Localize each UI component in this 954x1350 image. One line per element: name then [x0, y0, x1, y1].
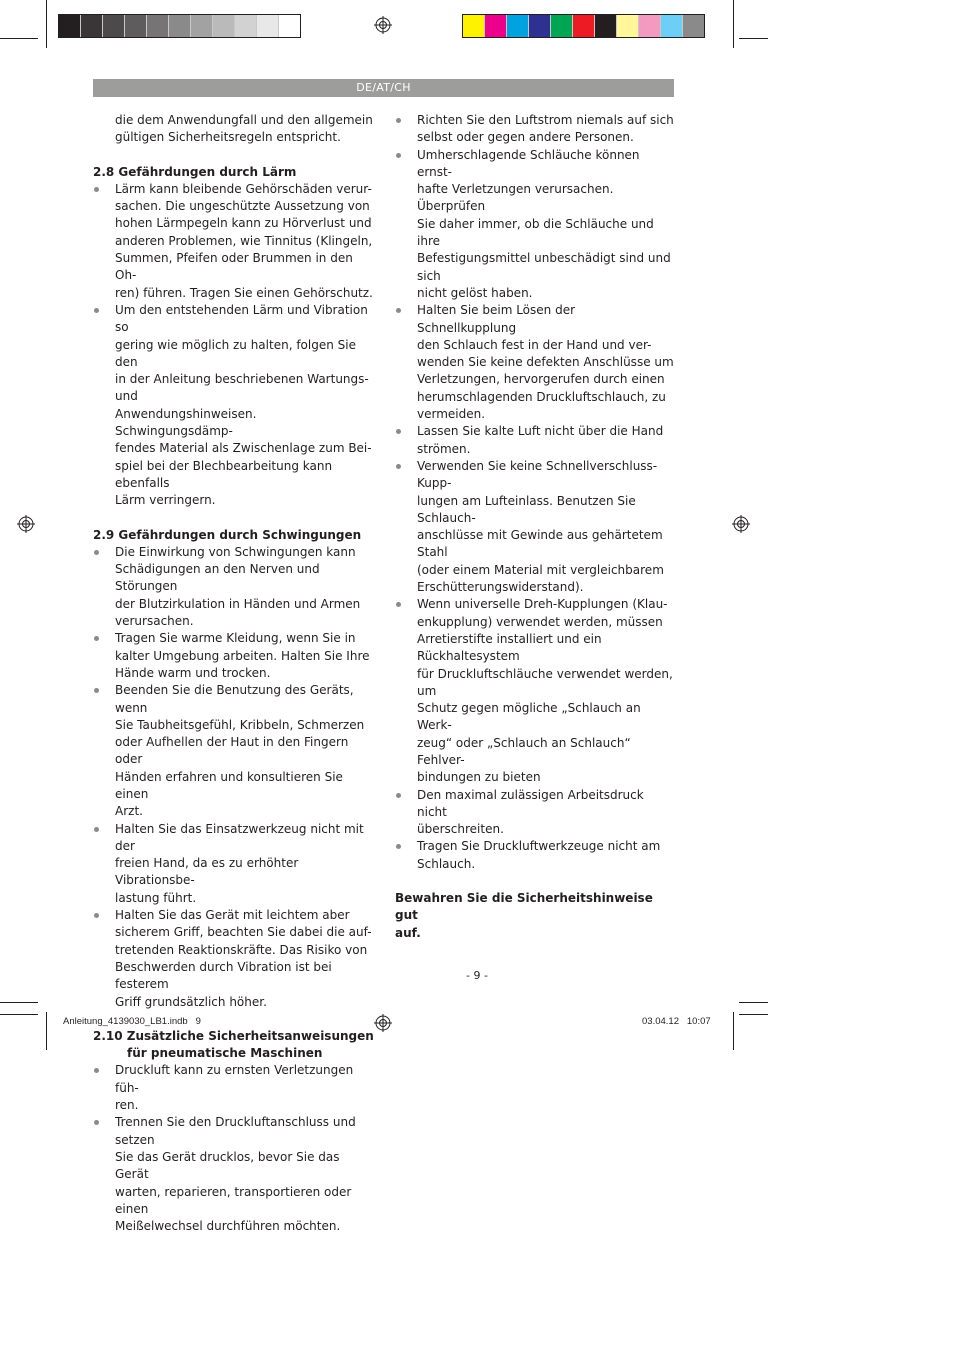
- text-line: kalter Umgebung arbeiten. Halten Sie Ihre: [115, 648, 370, 663]
- text-line: Anwendungshinweisen. Schwingungsdämp-: [115, 406, 257, 439]
- registration-mark-icon: [732, 515, 750, 533]
- text-line: hohen Lärmpegeln kann zu Hörverlust und: [115, 216, 372, 231]
- right-column: [395, 112, 677, 942]
- registration-mark-icon: [17, 515, 35, 533]
- bullet-icon: [396, 844, 401, 849]
- list-item: [395, 787, 677, 839]
- text-line: nicht gelöst haben.: [417, 285, 533, 300]
- text-line: der Blutzirkulation in Händen und Armen: [115, 596, 361, 611]
- color-swatch: [125, 15, 147, 37]
- list-item: [93, 682, 375, 820]
- text-line: Schädigungen an den Nerven und Störungen: [115, 562, 320, 594]
- color-swatch: [147, 15, 169, 37]
- text-line: für Druckluftschläuche verwendet werden, um: [417, 666, 673, 698]
- text-line: Hände warm und trocken.: [115, 665, 271, 680]
- crop-mark-br-h2: [739, 1014, 768, 1015]
- bullet-icon: [94, 827, 99, 832]
- bullet-list: [93, 1062, 375, 1235]
- text-line: freien Hand, da es zu erhöhter Vibrationsbe-: [115, 856, 299, 888]
- intro-paragraph: [93, 112, 375, 147]
- text-line: selbst oder gegen andere Personen.: [417, 130, 634, 145]
- text-line: Die Einwirkung von Schwingungen kann: [115, 544, 356, 559]
- text-line: (oder einem Material mit vergleichbarem: [417, 562, 664, 577]
- crop-mark-bl-v: [46, 1012, 47, 1050]
- color-swatch: [485, 15, 507, 37]
- list-item: [395, 596, 677, 786]
- crop-mark-br-h: [739, 1002, 768, 1003]
- text-line: Erschütterungswiderstand).: [417, 580, 584, 595]
- color-swatch: [507, 15, 529, 37]
- closing-note: [395, 890, 677, 942]
- crop-mark-bl-h2: [0, 1014, 38, 1015]
- list-item: [93, 1114, 375, 1235]
- text-line: tretenden Reaktionskräfte. Das Risiko von: [115, 942, 368, 957]
- text-line: den Schlauch fest in der Hand und ver-: [417, 337, 652, 352]
- bullet-icon: [396, 793, 401, 798]
- text-line: hafte Verletzungen verursachen. Überprüfen: [417, 182, 614, 214]
- text-line: Wenn universelle Dreh-Kupplungen (Klau-: [417, 597, 668, 612]
- text-line: überschreiten.: [417, 822, 504, 837]
- text-line: anderen Problemen, wie Tinnitus (Klingeln,: [115, 233, 373, 248]
- text-line: Bewahren Sie die Sicherheitshinweise gut: [395, 891, 653, 923]
- text-line: Lärm kann bleibende Gehörschäden verur-: [115, 181, 372, 196]
- text-line: Arretierstifte installiert und ein Rückhaltesystem: [417, 631, 602, 664]
- list-item: [395, 838, 677, 873]
- bullet-icon: [94, 550, 99, 555]
- list-item: [93, 181, 375, 302]
- bullet-icon: [396, 118, 401, 123]
- color-swatch: [279, 15, 300, 37]
- text-line: lastung führt.: [115, 890, 197, 905]
- text-line: Summen, Pfeifen oder Brummen in den Oh-: [115, 251, 353, 283]
- registration-mark-icon: [374, 16, 392, 34]
- text-line: Lärm verringern.: [115, 493, 216, 508]
- text-line: Umherschlagende Schläuche können ernst-: [417, 147, 640, 179]
- list-item: [93, 821, 375, 907]
- bullet-icon: [94, 1068, 99, 1073]
- text-line: Richten Sie den Luftstrom niemals auf sich: [417, 113, 674, 127]
- left-column: [93, 112, 375, 1235]
- list-item: [395, 147, 677, 303]
- bullet-list: [93, 544, 375, 1011]
- list-item: [93, 907, 375, 1011]
- text-line: Sie Taubheitsgefühl, Kribbeln, Schmerzen: [115, 717, 365, 732]
- region-header-bar: [93, 79, 674, 97]
- footer-timestamp: 03.04.12 10:07: [642, 1016, 711, 1027]
- crop-mark-tl-h: [0, 38, 38, 39]
- text-line: enkupplung) verwendet werden, müssen: [417, 614, 663, 629]
- text-line: ren) führen. Tragen Sie einen Gehörschutz.: [115, 285, 373, 300]
- text-line: wenden Sie keine defekten Anschlüsse um: [417, 355, 674, 370]
- text-line: Halten Sie das Gerät mit leichtem aber: [115, 908, 350, 923]
- crop-mark-bl-h: [0, 1002, 38, 1003]
- heading-line: für pneumatische Maschinen: [127, 1046, 323, 1061]
- list-item: [93, 544, 375, 630]
- color-swatch: [661, 15, 683, 37]
- bullet-icon: [396, 429, 401, 434]
- bullet-icon: [94, 308, 99, 313]
- text-line: Schutz gegen mögliche „Schlauch an Werk-: [417, 701, 641, 733]
- text-line: lungen am Lufteinlass. Benutzen Sie Schlauch-: [417, 493, 636, 525]
- text-line: Schlauch.: [417, 856, 476, 871]
- section-heading-2-9: 2.9 Gefährdungen durch Schwingungen: [93, 527, 362, 542]
- color-swatch: [551, 15, 573, 37]
- text-line: bindungen zu bieten: [417, 770, 541, 785]
- text-line: gering wie möglich zu halten, folgen Sie den: [115, 337, 356, 369]
- text-line: fendes Material als Zwischenlage zum Bei-: [115, 441, 372, 456]
- text-line: Händen erfahren und konsultieren Sie einen: [115, 769, 343, 801]
- text-line: Verletzungen, hervorgerufen durch einen: [417, 372, 665, 387]
- list-item: [395, 458, 677, 596]
- text-line: Halten Sie das Einsatzwerkzeug nicht mit der: [115, 821, 364, 853]
- text-line: Sie daher immer, ob die Schläuche und ihre: [417, 216, 654, 249]
- bullet-icon: [94, 1120, 99, 1125]
- color-swatch: [59, 15, 81, 37]
- color-swatch: [213, 15, 235, 37]
- list-item: [395, 112, 677, 147]
- color-swatch: [573, 15, 595, 37]
- text-line: Den maximal zulässigen Arbeitsdruck nicht: [417, 787, 644, 819]
- text-line: warten, reparieren, transportieren oder einen: [115, 1184, 352, 1216]
- page-number: - 9 -: [466, 969, 488, 982]
- text-line: Druckluft kann zu ernsten Verletzungen füh-: [115, 1063, 354, 1095]
- crop-mark-br-v: [733, 1012, 734, 1050]
- text-line: Beenden Sie die Benutzung des Geräts, wenn: [115, 683, 354, 715]
- text-line: Tragen Sie Druckluftwerkzeuge nicht am: [417, 839, 661, 854]
- color-swatch: [103, 15, 125, 37]
- bullet-icon: [396, 308, 401, 313]
- text-line: gültigen Sicherheitsregeln entspricht.: [115, 130, 341, 145]
- text-line: verursachen.: [115, 614, 194, 629]
- list-item: [93, 630, 375, 682]
- text-line: Arzt.: [115, 804, 143, 819]
- text-line: Tragen Sie warme Kleidung, wenn Sie in: [115, 631, 356, 646]
- list-item: [93, 302, 375, 510]
- text-line: oder Aufhellen der Haut in den Fingern oder: [115, 735, 349, 767]
- process-color-bar: [462, 14, 705, 38]
- bullet-icon: [94, 636, 99, 641]
- bullet-icon: [94, 187, 99, 192]
- text-line: anschlüsse mit Gewinde aus gehärtetem Stahl: [417, 528, 663, 560]
- text-line: Lassen Sie kalte Luft nicht über die Hand: [417, 424, 664, 439]
- list-item: [93, 1062, 375, 1114]
- text-line: spiel bei der Blechbearbeitung kann ebenfalls: [115, 458, 333, 490]
- text-line: Trennen Sie den Druckluftanschluss und setzen: [115, 1115, 356, 1147]
- color-swatch: [81, 15, 103, 37]
- text-line: herumschlagenden Druckluftschlauch, zu: [417, 389, 666, 404]
- text-line: in der Anleitung beschriebenen Wartungs-und: [115, 372, 369, 404]
- registration-mark-icon: [374, 1014, 392, 1032]
- text-line: sachen. Die ungeschützte Aussetzung von: [115, 199, 370, 214]
- text-line: Beschwerden durch Vibration ist bei festerem: [115, 959, 332, 992]
- heading-line: 2.10 Zusätzliche Sicherheitsanweisungen: [93, 1028, 374, 1043]
- text-line: Halten Sie beim Lösen der Schnellkupplung: [417, 303, 576, 335]
- text-line: Meißelwechsel durchführen möchten.: [115, 1219, 341, 1234]
- color-swatch: [463, 15, 485, 37]
- list-item: [395, 423, 677, 458]
- text-line: vermeiden.: [417, 407, 486, 422]
- color-swatch: [683, 15, 704, 37]
- bullet-icon: [396, 153, 401, 158]
- crop-mark-tl-v: [46, 0, 47, 48]
- bullet-icon: [94, 688, 99, 693]
- text-line: strömen.: [417, 441, 471, 456]
- color-swatch: [169, 15, 191, 37]
- color-swatch: [617, 15, 639, 37]
- footer-file-info: Anleitung_4139030_LB1.indb 9: [63, 1016, 201, 1027]
- gray-color-bar: [58, 14, 301, 38]
- text-line: die dem Anwendungfall und den allgemein: [115, 113, 373, 127]
- color-swatch: [191, 15, 213, 37]
- text-line: auf.: [395, 925, 421, 940]
- color-swatch: [257, 15, 279, 37]
- text-line: Um den entstehenden Lärm und Vibration so: [115, 302, 368, 335]
- text-line: Sie das Gerät drucklos, bevor Sie das Gerät: [115, 1149, 340, 1182]
- text-line: sicherem Griff, beachten Sie dabei die auf-: [115, 925, 372, 940]
- bullet-icon: [396, 602, 401, 607]
- text-line: Verwenden Sie keine Schnellverschluss-Kupp-: [417, 458, 658, 491]
- bullet-icon: [396, 464, 401, 469]
- region-label: DE/AT/CH: [356, 81, 411, 94]
- section-heading-2-10: [93, 1028, 375, 1063]
- crop-mark-tr-v: [733, 0, 734, 48]
- bullet-list: [395, 112, 677, 873]
- text-line: Befestigungsmittel unbeschädigt sind und sich: [417, 251, 671, 283]
- color-swatch: [529, 15, 551, 37]
- color-swatch: [639, 15, 661, 37]
- list-item: [395, 302, 677, 423]
- text-line: zeug“ oder „Schlauch an Schlauch“ Fehlver-: [417, 735, 631, 767]
- color-swatch: [235, 15, 257, 37]
- text-line: ren.: [115, 1098, 139, 1113]
- bullet-icon: [94, 913, 99, 918]
- section-heading-2-8: 2.8 Gefährdungen durch Lärm: [93, 164, 297, 179]
- bullet-list: [93, 181, 375, 510]
- crop-mark-tr-h: [739, 38, 768, 39]
- color-swatch: [595, 15, 617, 37]
- text-line: Griff grundsätzlich höher.: [115, 994, 267, 1009]
